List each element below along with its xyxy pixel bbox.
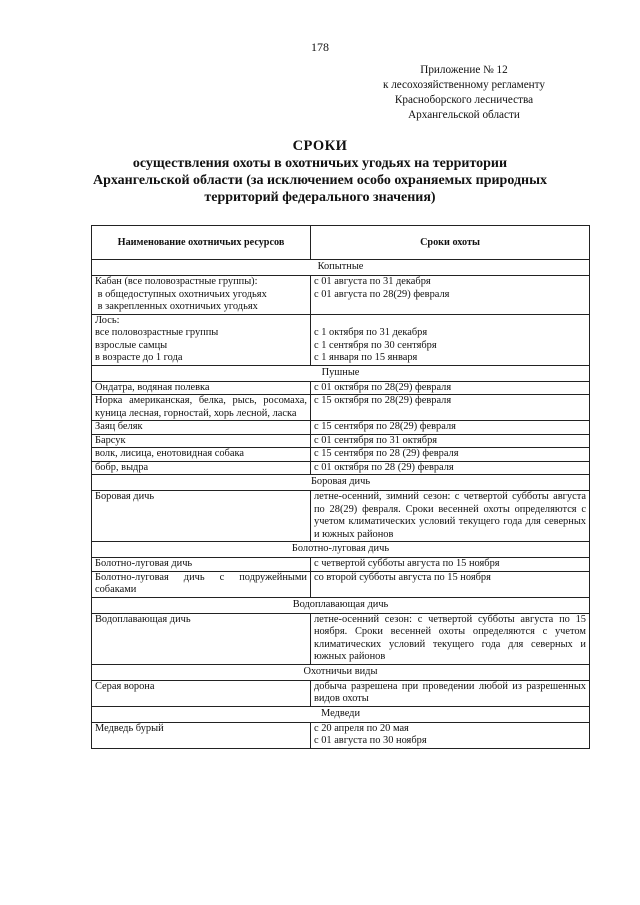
table-row [92,381,590,395]
table-row [92,448,590,462]
category-row [92,475,590,491]
hunting-period-cell: летне-осенний, зимний сезон: с четвертой субботы августа по 28(29) февраля. Сроки весенней охоты определяются с учетом климатических условий текущего года для северных и южных районов [311,491,590,542]
resource-name-cell: Барсук [92,434,311,448]
appendix-line: Красноборского лесничества [394,94,534,106]
category-label: Копытные [92,260,590,276]
hunting-period-cell [311,276,590,315]
category-label: Пушные [92,365,590,381]
category-label: Боровая дичь [92,475,590,491]
hunting-period-cell: добыча разрешена при проведении любой из разрешенных видов охоты [311,680,590,706]
resource-name-cell: волк, лисица, енотовидная собака [92,448,311,462]
resource-name-cell: Норка американская, белка, рысь, росомаха, куница лесная, горностай, хорь лесной, ласка [92,395,311,421]
column-header-resources: Наименование охотничьих ресурсов [92,226,311,260]
table-row [92,276,590,315]
hunting-period-line: с 1 сентября по 30 сентября [314,339,437,351]
hunting-periods-table [91,225,590,749]
category-label: Водоплавающая дичь [92,597,590,613]
resource-name-cell: Серая ворона [92,680,311,706]
hunting-period-cell [311,722,590,748]
table-row [92,558,590,572]
table-row [92,613,590,664]
hunting-period-cell: со второй субботы августа по 15 ноября [311,571,590,597]
resource-name-line: в общедоступных охотничьих угодьях [95,288,267,300]
hunting-period-line: с 20 апреля по 20 мая [314,722,409,734]
appendix-line: Приложение № 12 [420,64,508,76]
hunting-period-cell: с 01 октября по 28 (29) февраля [311,461,590,475]
hunting-period-cell: с 15 сентября по 28 (29) февраля [311,448,590,462]
resource-name-cell: Болотно-луговая дичь [92,558,311,572]
resource-name-cell: Медведь бурый [92,722,311,748]
hunting-period-cell: летне-осенний сезон: с четвертой субботы августа по 15 ноября. Сроки весенней охоты определяются с учетом климатических условий текущего года для северных и южных районов [311,613,590,664]
document-subtitle: осуществления охоты в охотничьих угодьях на территории Архангельской области (за исключением особо охраняемых природных территорий федерального значения) [92,156,548,205]
table-row [92,314,590,365]
resource-name-line: в закрепленных охотничьих угодьях [95,301,258,312]
resource-name-cell [92,276,311,315]
hunting-period-cell: с четвертой субботы августа по 15 ноября [311,558,590,572]
table-row [92,680,590,706]
table-row [92,421,590,435]
page-number: 178 [311,40,329,54]
resource-name-line: взрослые самцы [95,339,168,351]
category-row [92,706,590,722]
table-row [92,461,590,475]
table-header-row [92,226,590,260]
table-row [92,571,590,597]
category-label: Охотничьи виды [92,664,590,680]
table-row [92,395,590,421]
hunting-period-line: с 01 августа по 31 декабря [314,276,431,287]
table-row [92,491,590,542]
resource-name-cell: Боровая дичь [92,491,311,542]
resource-name-cell: Заяц беляк [92,421,311,435]
resource-name-cell: Болотно-луговая дичь с подружейными собаками [92,571,311,597]
hunting-period-line: с 1 октября по 31 декабря [314,327,428,338]
appendix-note [383,63,545,123]
category-row [92,542,590,558]
resource-name-line: все половозрастные группы [95,327,219,338]
resource-name-line: в возрасте до 1 года [95,352,183,363]
resource-name-cell: бобр, выдра [92,461,311,475]
category-row [92,664,590,680]
hunting-period-line: с 01 августа по 30 ноября [314,735,427,746]
hunting-period-line: с 1 января по 15 января [314,352,418,363]
hunting-period-cell: с 01 октября по 28(29) февраля [311,381,590,395]
category-label: Медведи [92,706,590,722]
resource-name-cell: Ондатра, водяная полевка [92,381,311,395]
category-row [92,365,590,381]
table-row [92,722,590,748]
category-row [92,597,590,613]
category-row [92,260,590,276]
table-row [92,434,590,448]
appendix-line: Архангельской области [408,109,520,121]
hunting-period-cell: с 15 октября по 28(29) февраля [311,395,590,421]
resource-name-line: Кабан (все половозрастные группы): [95,276,258,287]
hunting-period-cell [311,314,590,365]
hunting-period-line: с 01 августа по 28(29) февраля [314,288,450,300]
category-label: Болотно-луговая дичь [92,542,590,558]
resource-name-cell [92,314,311,365]
appendix-line: к лесохозяйственному регламенту [382,79,545,91]
document-title: СРОКИ [292,138,348,154]
hunting-period-cell: с 01 сентября по 31 октября [311,434,590,448]
resource-name-cell: Водоплавающая дичь [92,613,311,664]
hunting-period-cell: с 15 сентября по 28(29) февраля [311,421,590,435]
column-header-periods: Сроки охоты [311,226,590,260]
resource-name-line: Лось: [95,314,120,326]
